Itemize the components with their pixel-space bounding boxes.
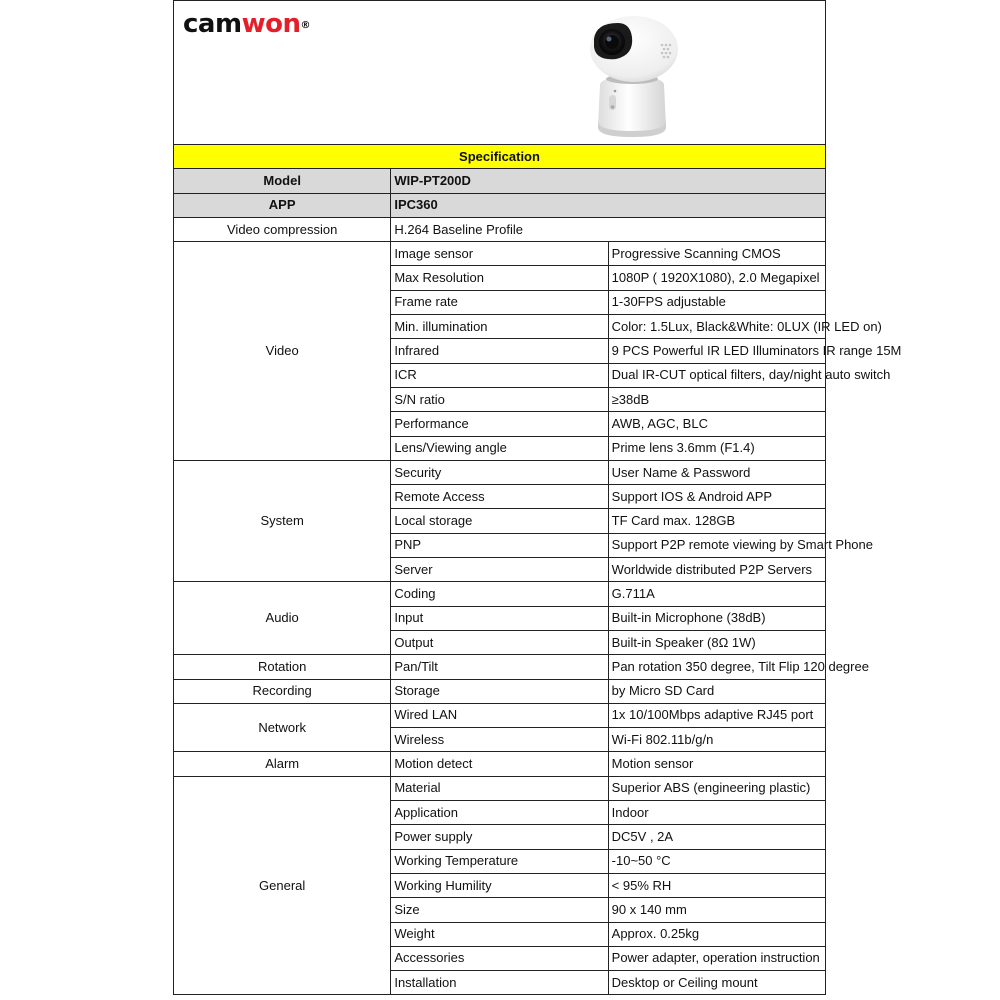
item-name: Storage bbox=[391, 679, 608, 703]
item-value: Built-in Speaker (8Ω 1W) bbox=[608, 630, 825, 654]
item-name: Lens/Viewing angle bbox=[391, 436, 608, 460]
item-value: Prime lens 3.6mm (F1.4) bbox=[608, 436, 825, 460]
item-value: Motion sensor bbox=[608, 752, 825, 776]
item-name: Accessories bbox=[391, 946, 608, 970]
item-name: Frame rate bbox=[391, 290, 608, 314]
item-name: Security bbox=[391, 460, 608, 484]
sheet-header bbox=[173, 0, 826, 145]
item-name: Wired LAN bbox=[391, 703, 608, 727]
item-name: Wireless bbox=[391, 728, 608, 752]
item-value: Indoor bbox=[608, 801, 825, 825]
model-label: Model bbox=[174, 169, 391, 193]
spec-row bbox=[174, 242, 826, 266]
category-cell: Network bbox=[174, 703, 391, 752]
item-name: Image sensor bbox=[391, 242, 608, 266]
spec-row bbox=[174, 679, 826, 703]
category-cell: Audio bbox=[174, 582, 391, 655]
item-name: Coding bbox=[391, 582, 608, 606]
item-value: 90 x 140 mm bbox=[608, 898, 825, 922]
item-value: 9 PCS Powerful IR LED Illuminators IR range 15M bbox=[608, 339, 825, 363]
app-label: APP bbox=[174, 193, 391, 217]
app-row bbox=[174, 193, 826, 217]
item-name: Infrared bbox=[391, 339, 608, 363]
item-name: Max Resolution bbox=[391, 266, 608, 290]
item-name: Weight bbox=[391, 922, 608, 946]
spec-row bbox=[174, 703, 826, 727]
item-value: -10~50 °C bbox=[608, 849, 825, 873]
item-value: DC5V , 2A bbox=[608, 825, 825, 849]
model-row bbox=[174, 169, 826, 193]
item-value: 1-30FPS adjustable bbox=[608, 290, 825, 314]
spec-title: Specification bbox=[174, 145, 826, 169]
item-value: Desktop or Ceiling mount bbox=[608, 971, 825, 995]
item-value: User Name & Password bbox=[608, 460, 825, 484]
item-name: Material bbox=[391, 776, 608, 800]
spec-row bbox=[174, 776, 826, 800]
item-name: Min. illumination bbox=[391, 315, 608, 339]
item-name: Working Temperature bbox=[391, 849, 608, 873]
item-value: by Micro SD Card bbox=[608, 679, 825, 703]
item-name: Server bbox=[391, 558, 608, 582]
category-cell: System bbox=[174, 460, 391, 581]
item-value: Power adapter, operation instruction bbox=[608, 946, 825, 970]
spec-row bbox=[174, 582, 826, 606]
specification-table bbox=[173, 144, 902, 995]
logo-text-part1: cam bbox=[183, 9, 242, 39]
item-value: Support P2P remote viewing by Smart Phone bbox=[608, 533, 825, 557]
category-cell: General bbox=[174, 776, 391, 995]
spec-row bbox=[174, 655, 826, 679]
camera-product-image bbox=[582, 15, 682, 141]
item-value: AWB, AGC, BLC bbox=[608, 412, 825, 436]
item-name: PNP bbox=[391, 533, 608, 557]
item-value: TF Card max. 128GB bbox=[608, 509, 825, 533]
item-name: Working Humility bbox=[391, 873, 608, 897]
model-value: WIP-PT200D bbox=[391, 169, 826, 193]
category-cell: Rotation bbox=[174, 655, 391, 679]
item-value: Color: 1.5Lux, Black&White: 0LUX (IR LED on) bbox=[608, 315, 825, 339]
video-compression-value: H.264 Baseline Profile bbox=[391, 217, 826, 241]
item-value: 1x 10/100Mbps adaptive RJ45 port bbox=[608, 703, 825, 727]
registered-mark: ® bbox=[300, 20, 310, 31]
item-value: G.711A bbox=[608, 582, 825, 606]
item-value: Superior ABS (engineering plastic) bbox=[608, 776, 825, 800]
item-value: Wi-Fi 802.11b/g/n bbox=[608, 728, 825, 752]
item-value: Approx. 0.25kg bbox=[608, 922, 825, 946]
item-name: Application bbox=[391, 801, 608, 825]
title-row bbox=[174, 145, 826, 169]
item-value: Dual IR-CUT optical filters, day/night auto switch bbox=[608, 363, 825, 387]
item-name: Pan/Tilt bbox=[391, 655, 608, 679]
app-value: IPC360 bbox=[391, 193, 826, 217]
item-name: Motion detect bbox=[391, 752, 608, 776]
item-value: Pan rotation 350 degree, Tilt Flip 120 degree bbox=[608, 655, 825, 679]
item-name: Output bbox=[391, 630, 608, 654]
category-cell: Recording bbox=[174, 679, 391, 703]
spec-row bbox=[174, 752, 826, 776]
item-name: Size bbox=[391, 898, 608, 922]
item-name: ICR bbox=[391, 363, 608, 387]
video-compression-label: Video compression bbox=[174, 217, 391, 241]
item-name: Installation bbox=[391, 971, 608, 995]
video-compression-row bbox=[174, 217, 826, 241]
logo-text-part2: won bbox=[241, 9, 301, 39]
item-value: 1080P ( 1920X1080), 2.0 Megapixel bbox=[608, 266, 825, 290]
item-name: Power supply bbox=[391, 825, 608, 849]
brand-logo bbox=[183, 9, 310, 39]
item-name: S/N ratio bbox=[391, 387, 608, 411]
item-value: Built-in Microphone (38dB) bbox=[608, 606, 825, 630]
item-name: Performance bbox=[391, 412, 608, 436]
item-value: ≥38dB bbox=[608, 387, 825, 411]
spec-sheet bbox=[173, 0, 902, 1000]
item-name: Input bbox=[391, 606, 608, 630]
item-value: Worldwide distributed P2P Servers bbox=[608, 558, 825, 582]
category-cell: Alarm bbox=[174, 752, 391, 776]
item-value: Progressive Scanning CMOS bbox=[608, 242, 825, 266]
spec-row bbox=[174, 460, 826, 484]
item-value: < 95% RH bbox=[608, 873, 825, 897]
item-value: Support IOS & Android APP bbox=[608, 485, 825, 509]
category-cell: Video bbox=[174, 242, 391, 461]
item-name: Local storage bbox=[391, 509, 608, 533]
item-name: Remote Access bbox=[391, 485, 608, 509]
